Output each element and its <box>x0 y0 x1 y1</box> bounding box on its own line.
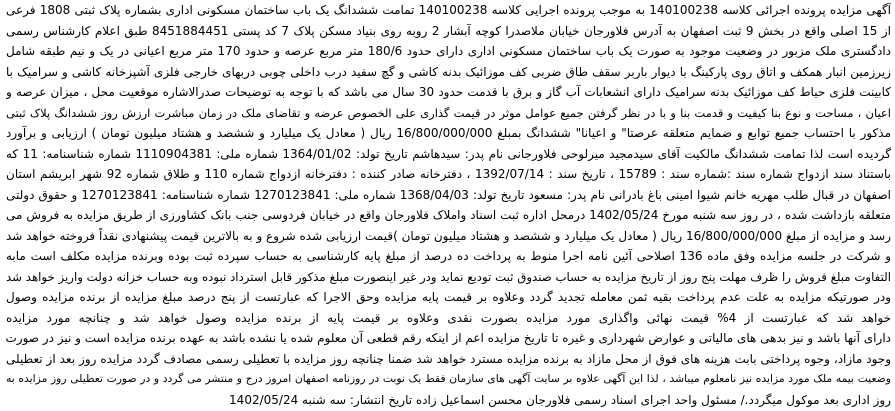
notice-line: و شرکت در جلسه مزایده وفق ماده 136 اصلاحی آئین نامه اجرا منوط به پرداخت ده درصد از مبلغ پایه کارشناسی به حساب سپرده ثبت بوده وبرنده مزایده مکلف است مابه <box>6 249 891 263</box>
notice-line: از 15 اصلی واقع در بخش 9 ثبت اصفهان به آدرس فلاورجان خیابان ملاصدرا کوچه آبشار 2 روبه روی بنیاد مسکن پلاک 7 کد پستی 8451884451 طبق اعلام کارشناس رسمی <box>6 23 891 38</box>
notice-line: اعیان ، مساحت و نوع بنا کیفیت و قدمت بنا و با در نظر گرفتن جمیع عوامل موثر در قیمت گذاری علی الخصوص عرضه و تقاضای ملک در زمان مباشرت ارزش روز ششدانگ پلاک ثبتی <box>6 105 891 120</box>
notice-line: آگهی مزایده پرونده اجرائی کلاسه 140100238 به موجب پرونده اجرایی کلاسه 140100238 تمامت ششدانگ یک باب ساختمان مسکونی اداری بشماره پلاک ثبتی 1808 فرعی <box>6 3 891 17</box>
notice-line: دارای آنها باشد و نیز بدهی های مالیاتی و عوارض شهرداری و غیره تا تاریخ مزایده اعم از اینکه رقم قطعی آن معلوم شده یا نشده باشد به عهده برنده مزایده است و نیز در صورت <box>6 331 891 345</box>
notice-line: گردیده است لذا تمامت ششدانگ مالکیت آقای سیدمجید میرلوحی فلاورجانی نام پدر: سیدهاشم تاریخ تولد: 1364/01/02 شماره ملی: 1110904381 شماره شناسنامه: 11 که <box>6 146 891 161</box>
notice-line: رسد و مزایده از مبلغ 16/800/000/000 ریال ( معادل یک میلیارد و ششصد و هشتاد میلیون تومان )قیمت ارزیابی شده شروع و به بالاترین قیمت پیشنهادی نقداً فروخته خواهد شد <box>6 228 891 243</box>
notice-line: وجود مازاد، وجوه پرداختی بابت هزینه های فوق از محل مازاد به برنده مزایده مسترد خواهد شد ضمنا چنانچه روز مزایده با تعطیلی رسمی مصادف گردد مزایده روز بعد از تعطیلی <box>6 351 891 366</box>
notice-line: مذکور با احتساب جمیع توابع و ضمایم متعلقه عرصتا" و اعیانا" ششدانگ بمبلغ 16/800/000/000 ریال ( معادل یک میلیارد و ششصد و هشتاد میلیون تومان ) ارزیابی و برآورد <box>6 126 891 140</box>
notice-line: اصفهان در قبال طلب مهریه خانم شیوا امینی باغ بادرانی نام پدر: مسعود تاریخ تولد: 1368/04/03 شماره ملی: 1270123841 شماره شناسنامه: 1270123841 و حقوق دولتی <box>6 187 891 202</box>
notice-line: خواهد شد که عبارتست از 4% قیمت نهائی واگذاری مورد مزایده بصورت نقدی وعلاوه بر قیمت پایه از برنده مزایده وصول خواهد شد و چنانچه مورد مزایده <box>6 310 891 325</box>
notice-line: زیرزمین انبار همکف و اتاق روی پارکینگ با دیوار باربر سقف طاق ضربی کف موزائیک بدنه کاشی و گچ سفید درب داخلی چوبی دربهای خارجی فلزی آشپزخانه کاشی و سرامیک با <box>6 64 891 79</box>
notice-line: باستناد سند ازدواج شماره سند :شماره سند : 15789 ، تاریخ سند : 1392/07/14 ، دفترخانه صادر کننده : دفترخانه ازدواج شماره 110 و طلاق شماره 92 شهر ابریشم استان <box>6 167 891 181</box>
notice-line: وضعیت بیمه ملک مورد مزایده نیز نامعلوم میباشد ، لذا این آگهی علاوه بر سایت آگهی های سازمان فقط یک نوبت در روزنامه اصفهان امروز درج و منتشر می گردد و در صورت تعطیلی روز مزایده به <box>6 372 891 385</box>
notice-line: ودر صورتیکه مزایده به علت عدم پرداخت بقیه ثمن معامله تجدید گردد وعلاوه بر قیمت پایه مزایده وحق الاجرا که عبارتست از پنج درصد مبلغ مزایده از برنده مزایده وصول <box>6 290 891 304</box>
notice-line: کابینت فلزی حیاط کف موزائیک بدنه سرامیک دارای انشعابات آب گاز و برق با قدمت حدود 30 سال می باشد که با توجه به توضیحات صدرالاشاره موقعیت محل ، میزان عرصه و <box>6 85 891 99</box>
notice-line: متعلقه بازداشت شده ، در روز سه شنبه مورخ 1402/05/24 درمحل اداره ثبت اسناد واملاک فلاورجان واقع در خیابان فردوسی جنب بانک کشاورزی از طریق مزایده به فروش می <box>6 208 891 222</box>
notice-line: دادگستری ملک مزبور در وضعیت موجود به صورت یک باب ساختمان مسکونی اداری دارای حدود 180/6 متر مربع عرصه و حدود 170 متر مربع اعیانی در یک و نیم طبقه شامل <box>6 44 891 58</box>
notice-line: روز اداری بعد موکول میگردد./ مسئول واحد اجرای اسناد رسمی فلاورجان محسن اسماعیل زاده تاریخ انتشار: سه شنبه 1402/05/24 <box>229 392 891 407</box>
notice-line: التفاوت مبلغ فروش را ظرف مهلت پنج روز از تاریخ مزایده به حساب صندوق ثبت تودیع نماید ودر غیر اینصورت مبلغ مذکور قابل استرداد نبوده وبه حساب خزانه دولت واریز خواهد شد <box>6 269 891 284</box>
